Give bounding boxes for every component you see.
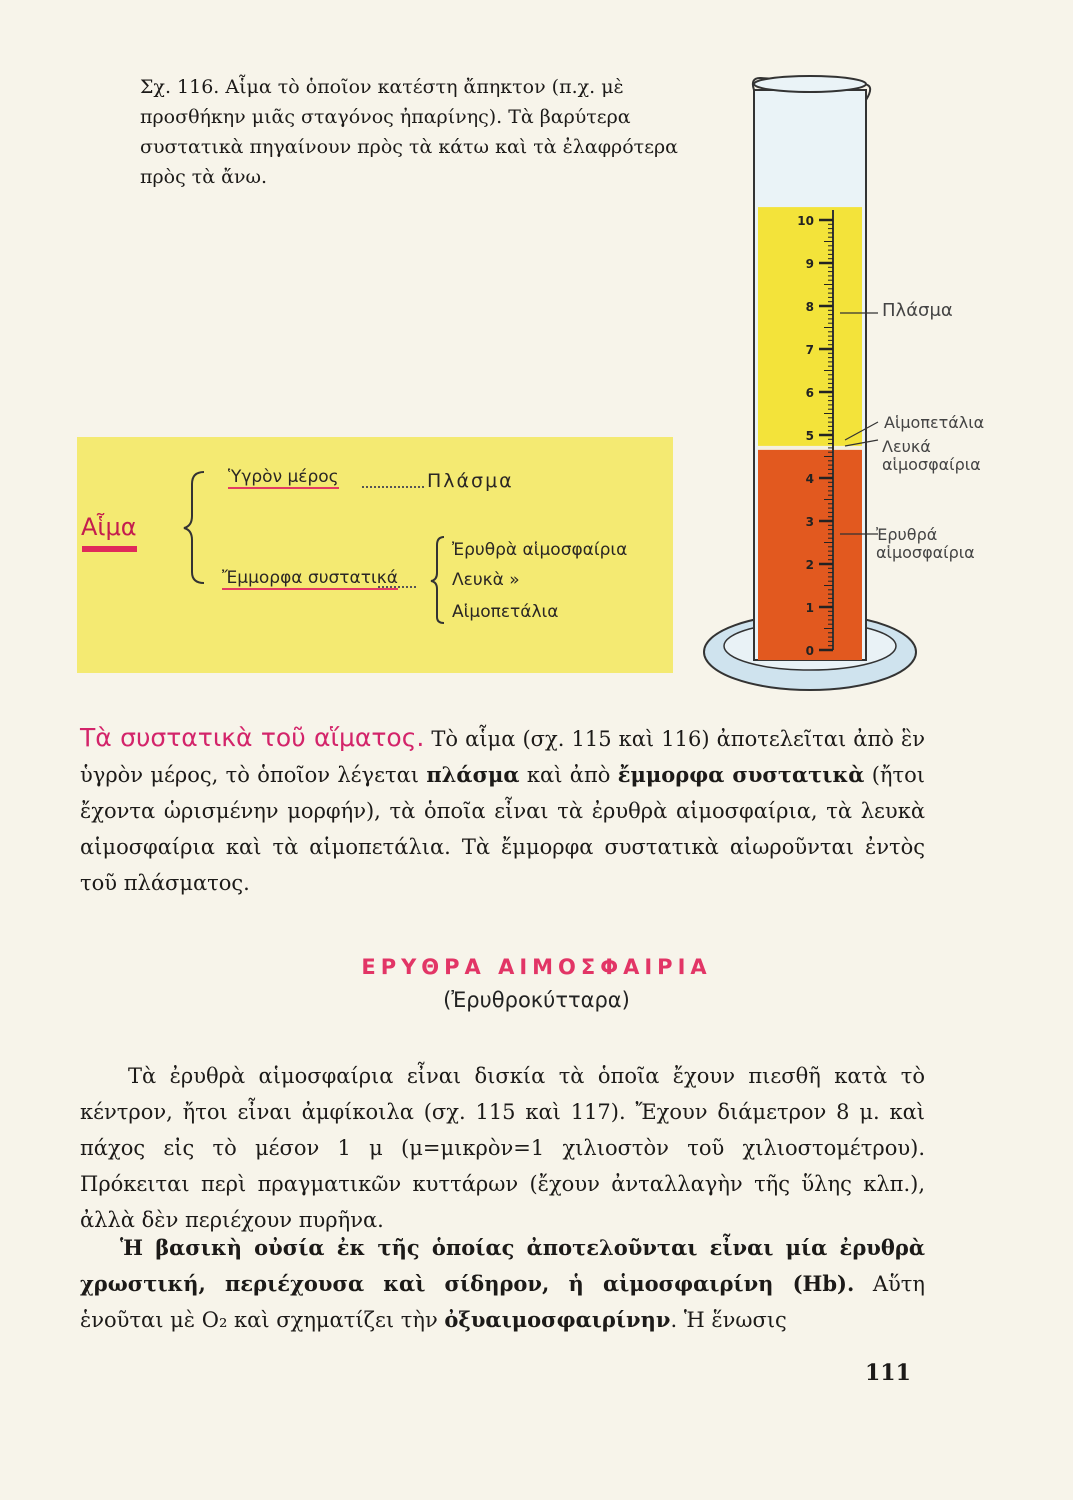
scale-label: 4 xyxy=(805,472,814,486)
platelets-label: Αἱμοπετάλια xyxy=(884,413,985,432)
paragraph-hemoglobin xyxy=(80,1230,925,1338)
paragraph-text: . Ἡ ἕνωσις xyxy=(670,1308,787,1332)
paragraph-text: Αὕτη ἑνοῦται μὲ O₂ καὶ σχηματίζει τὴν xyxy=(80,1272,925,1332)
formed-item-white: Λευκὰ » xyxy=(452,570,520,590)
paragraph-text: καὶ ἀπὸ xyxy=(519,763,618,787)
paragraph-title: Τὰ συστατικὰ τοῦ αἵματος. xyxy=(80,723,425,752)
plasma-label: Πλάσμα xyxy=(882,300,953,321)
scheme-root-underline xyxy=(82,546,137,552)
formed-part-label xyxy=(222,568,398,588)
red-cells-label-2: αἱμοσφαίρια xyxy=(876,543,975,562)
bold-term-formed: ἔμμορφα συστατικὰ xyxy=(617,762,865,787)
bold-term-oxyhemoglobin: ὀξυαιμοσφαιρίνην xyxy=(444,1307,671,1332)
section-subheading: (Ἐρυθροκύτταρα) xyxy=(443,988,630,1012)
scale-label: 8 xyxy=(805,300,814,314)
scale-label: 10 xyxy=(797,214,814,228)
scale-label: 3 xyxy=(805,515,814,529)
red-cells-label-1: Ἐρυθρά xyxy=(876,525,938,544)
section-heading: ΕΡΥΘΡΑ ΑΙΜΟΣΦΑΙΡΙΑ xyxy=(361,955,712,979)
liquid-part-text: Ὑγρὸν μέρος xyxy=(228,467,339,487)
white-cells-label-1: Λευκά xyxy=(882,437,931,456)
formed-part-text: Ἔμμορφα συστατικά xyxy=(222,568,398,588)
scale-label: 2 xyxy=(805,558,814,572)
figure-caption: Σχ. 116. Αἷμα τὸ ὁποῖον κατέστη ἄπηκτον (π.χ. μὲ προσθήκην μιᾶς σταγόνος ἠπαρίνης). Τὰ βαρύτερα συστατικὰ πηγαίνουν πρὸς τὰ κάτω καὶ τὰ ἐλαφρότερα πρὸς τὰ ἄνω. xyxy=(140,76,678,188)
white-cells-label-2: αἱμοσφαίρια xyxy=(882,455,981,474)
formed-brace xyxy=(428,535,450,625)
paragraph-text: Τὸ αἷμα (σχ. 115 καὶ 116) ἀποτελεῖται ἀπὸ ἓν ὑγρὸν μέρος, τὸ ὁποῖον λέγεται xyxy=(80,727,925,787)
scale-label: 1 xyxy=(805,601,814,615)
bold-hemoglobin-text: Ἡ βασικὴ οὐσία ἐκ τῆς ὁποίας ἀποτελοῦνται εἶναι μία ἐρυθρὰ χρωστική, περιέχουσα καὶ σίδηρον, ἡ αἱμοσφαιρίνη (Hb). xyxy=(80,1235,925,1296)
graduated-cylinder-figure xyxy=(690,60,930,720)
paragraph-blood-components xyxy=(80,720,925,901)
leader-dots xyxy=(362,486,424,488)
scale-label: 9 xyxy=(805,257,814,271)
bold-term-plasma: πλάσμα xyxy=(426,762,520,787)
main-brace xyxy=(180,470,210,585)
paragraph-text: (ἤτοι ἔχοντα ὡρισμένην μορφήν), τὰ ὁποῖα εἶναι τὰ ἐρυθρὰ αἱμοσφαίρια, τὰ λευκὰ αἱμοσφαίρια καὶ τὰ αἱμοπετάλια. Τὰ ἔμμορφα συστατικὰ αἰωροῦνται ἐντὸς τοῦ πλάσματος. xyxy=(80,763,925,895)
scale-label: 0 xyxy=(805,644,814,658)
paragraph-red-cells: Τὰ ἐρυθρὰ αἱμοσφαίρια εἶναι δισκία τὰ ὁποῖα ἔχουν πιεσθῆ κατὰ τὸ κέντρον, ἤτοι εἶναι ἀμφίκοιλα (σχ. 115 καὶ 117). Ἔχουν διάμετρον 8 μ. καὶ πάχος εἰς τὸ μέσον 1 μ (μ=μικρὸν=1 χιλιοστὸν τοῦ χιλιοστομέτρου). Πρόκειται περὶ πραγματικῶν κυττάρων (ἔχουν ἀνταλλαγὴν τῆς ὕλης κλπ.), ἀλλὰ δὲν περιέχουν πυρῆνα. xyxy=(80,1064,925,1232)
liquid-part-value: Πλάσμα xyxy=(427,470,514,492)
scale-label: 5 xyxy=(805,429,814,443)
plasma-layer xyxy=(758,207,862,448)
scale-label: 6 xyxy=(805,386,814,400)
scale-label: 7 xyxy=(805,343,814,357)
leader-dots xyxy=(378,586,416,588)
formed-item-red: Ἐρυθρὰ αἱμοσφαίρια xyxy=(452,540,628,560)
liquid-part-label xyxy=(228,467,339,487)
formed-item-platelets: Αἱμοπετάλια xyxy=(452,602,559,622)
page-number: 111 xyxy=(865,1360,911,1386)
scheme-root-label: Αἷμα xyxy=(81,513,137,541)
